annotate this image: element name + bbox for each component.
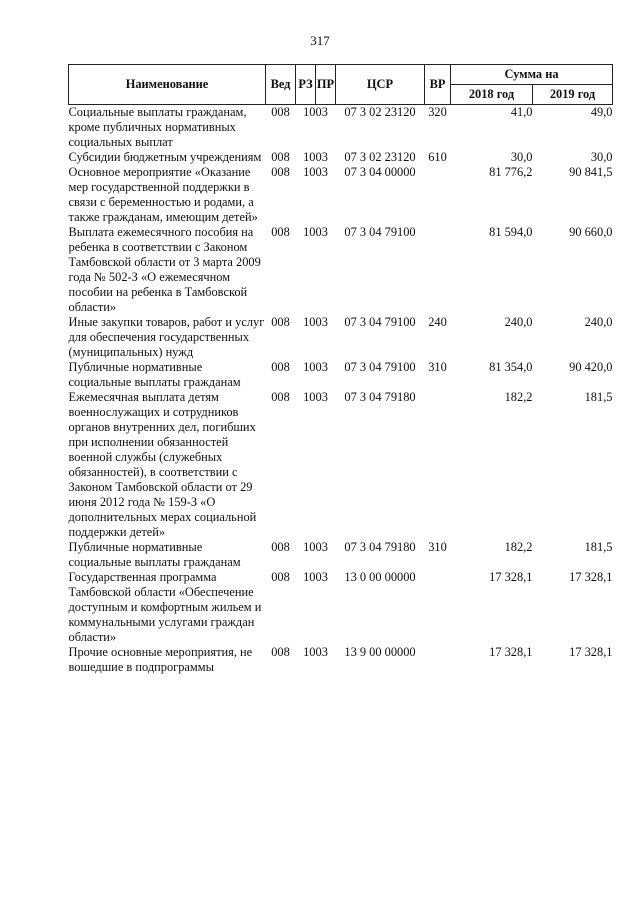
row-name: Публичные нормативные социальные выплаты гражданам bbox=[68, 540, 241, 569]
row-name: Иные закупки товаров, работ и услуг для обеспечения государственных (муниципальных) нужд bbox=[68, 315, 265, 359]
row-ved: 008 bbox=[271, 360, 290, 374]
row-pr: 03 bbox=[315, 150, 328, 164]
table-row bbox=[69, 570, 613, 645]
row-sum-2018: 41,0 bbox=[510, 105, 533, 119]
row-sum-2019: 17 328,1 bbox=[569, 570, 613, 584]
table-row bbox=[69, 540, 613, 570]
row-vr bbox=[425, 570, 451, 645]
row-ved: 008 bbox=[271, 165, 290, 179]
row-sum-2018: 81 776,2 bbox=[489, 165, 533, 179]
row-vr: 310 bbox=[428, 540, 447, 554]
table-row bbox=[69, 360, 613, 390]
row-csr: 07 3 04 79100 bbox=[344, 225, 416, 239]
row-ved: 008 bbox=[271, 390, 290, 404]
row-rz: 10 bbox=[303, 360, 316, 374]
header-pr: ПР bbox=[316, 65, 336, 105]
table-row bbox=[69, 105, 613, 151]
row-csr: 07 3 04 79180 bbox=[344, 390, 416, 404]
row-name: Публичные нормативные социальные выплаты гражданам bbox=[68, 360, 241, 389]
header-ved: Вед bbox=[266, 65, 296, 105]
header-vr: ВР bbox=[425, 65, 451, 105]
row-rz: 10 bbox=[303, 645, 316, 659]
row-name: Выплата ежемесячного пособия на ребенка в соответствии с Законом Тамбовской области от 3 марта 2009 года № 502-З «О ежемесячном пособии на ребенка в Тамбовской области» bbox=[68, 225, 261, 314]
row-sum-2019: 90 841,5 bbox=[569, 165, 613, 179]
row-pr: 03 bbox=[315, 540, 328, 554]
row-rz: 10 bbox=[303, 150, 316, 164]
row-ved: 008 bbox=[271, 225, 290, 239]
row-rz: 10 bbox=[303, 315, 316, 329]
table-header bbox=[69, 65, 613, 105]
row-rz: 10 bbox=[303, 105, 316, 119]
row-sum-2019: 90 660,0 bbox=[569, 225, 613, 239]
row-csr: 07 3 02 23120 bbox=[344, 150, 416, 164]
row-name: Социальные выплаты гражданам, кроме публичных нормативных социальных выплат bbox=[68, 105, 247, 149]
table-row bbox=[69, 225, 613, 315]
row-pr: 03 bbox=[315, 570, 328, 584]
row-rz: 10 bbox=[303, 570, 316, 584]
row-sum-2018: 17 328,1 bbox=[489, 645, 533, 659]
row-sum-2018: 81 354,0 bbox=[489, 360, 533, 374]
row-sum-2019: 17 328,1 bbox=[569, 645, 613, 659]
row-sum-2019: 49,0 bbox=[590, 105, 613, 119]
table-body bbox=[69, 105, 613, 676]
row-sum-2018: 17 328,1 bbox=[489, 570, 533, 584]
row-name: Субсидии бюджетным учреждениям bbox=[68, 150, 262, 164]
row-rz: 10 bbox=[303, 165, 316, 179]
row-sum-2018: 182,2 bbox=[504, 540, 533, 554]
row-sum-2018: 81 594,0 bbox=[489, 225, 533, 239]
budget-table bbox=[68, 64, 613, 675]
row-name: Ежемесячная выплата детям военнослужащих и сотрудников органов внутренних дел, погибших при исполнении обязанностей военной службы (служебных обязанностей), в соответствии с Законом Тамбовской области от 29 июня 2012 года № 159-З «О дополнительных мерах социальной поддержки детей» bbox=[68, 390, 257, 539]
row-sum-2019: 181,5 bbox=[584, 540, 613, 554]
header-year-2019: 2019 год bbox=[533, 85, 613, 105]
row-rz: 10 bbox=[303, 390, 316, 404]
page-number: 317 bbox=[310, 33, 330, 48]
row-csr: 13 0 00 00000 bbox=[344, 570, 416, 584]
row-csr: 07 3 04 79100 bbox=[344, 315, 416, 329]
row-vr bbox=[425, 165, 451, 225]
row-sum-2019: 240,0 bbox=[584, 315, 613, 329]
row-vr: 320 bbox=[428, 105, 447, 119]
row-csr: 07 3 04 79100 bbox=[344, 360, 416, 374]
header-rz: РЗ bbox=[296, 65, 316, 105]
row-pr: 03 bbox=[315, 225, 328, 239]
header-name: Наименование bbox=[69, 65, 266, 105]
row-vr bbox=[425, 645, 451, 675]
row-pr: 03 bbox=[315, 315, 328, 329]
row-vr: 310 bbox=[428, 360, 447, 374]
table-row bbox=[69, 165, 613, 225]
row-vr bbox=[425, 225, 451, 315]
row-sum-2019: 181,5 bbox=[584, 390, 613, 404]
row-csr: 13 9 00 00000 bbox=[344, 645, 416, 659]
row-ved: 008 bbox=[271, 315, 290, 329]
header-year-2018: 2018 год bbox=[451, 85, 533, 105]
row-sum-2018: 30,0 bbox=[510, 150, 533, 164]
row-vr: 240 bbox=[428, 315, 447, 329]
table-row bbox=[69, 390, 613, 540]
row-csr: 07 3 02 23120 bbox=[344, 105, 416, 119]
row-vr bbox=[425, 390, 451, 540]
row-ved: 008 bbox=[271, 540, 290, 554]
row-pr: 03 bbox=[315, 390, 328, 404]
row-pr: 03 bbox=[315, 360, 328, 374]
row-pr: 03 bbox=[315, 105, 328, 119]
row-ved: 008 bbox=[271, 645, 290, 659]
table-row bbox=[69, 150, 613, 165]
row-sum-2018: 182,2 bbox=[504, 390, 533, 404]
row-name: Прочие основные мероприятия, не вошедшие в подпрограммы bbox=[68, 645, 253, 674]
row-name: Основное мероприятие «Оказание мер государственной поддержки в связи с беременностью и родами, а также гражданам, имеющим детей» bbox=[68, 165, 258, 224]
row-rz: 10 bbox=[303, 540, 316, 554]
row-name: Государственная программа Тамбовской области «Обеспечение доступным и комфортным жильем и коммунальными услугами граждан области» bbox=[68, 570, 262, 644]
row-ved: 008 bbox=[271, 150, 290, 164]
table-row bbox=[69, 315, 613, 360]
row-sum-2019: 30,0 bbox=[590, 150, 613, 164]
row-rz: 10 bbox=[303, 225, 316, 239]
row-csr: 07 3 04 79180 bbox=[344, 540, 416, 554]
header-csr: ЦСР bbox=[336, 65, 425, 105]
table-row bbox=[69, 645, 613, 675]
row-ved: 008 bbox=[271, 570, 290, 584]
row-sum-2018: 240,0 bbox=[504, 315, 533, 329]
row-ved: 008 bbox=[271, 105, 290, 119]
row-pr: 03 bbox=[315, 165, 328, 179]
row-sum-2019: 90 420,0 bbox=[569, 360, 613, 374]
row-csr: 07 3 04 00000 bbox=[344, 165, 416, 179]
row-vr: 610 bbox=[428, 150, 447, 164]
row-pr: 03 bbox=[315, 645, 328, 659]
header-sum-group: Сумма на bbox=[451, 65, 613, 85]
